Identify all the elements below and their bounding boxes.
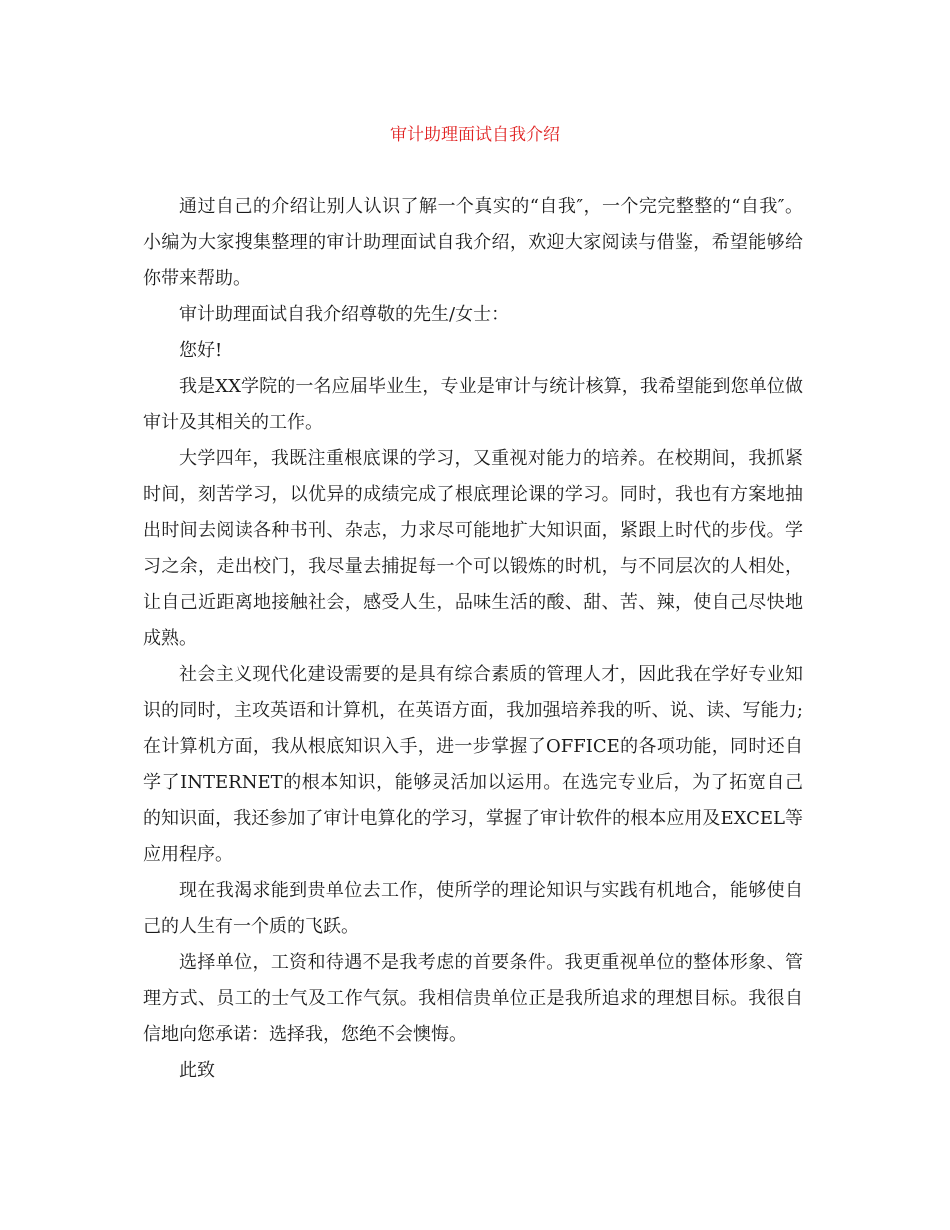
- document-title: 审计助理面试自我介绍: [390, 125, 560, 145]
- paragraph-university: 大学四年，我既注重根底课的学习，又重视对能力的培养。在校期间，我抓紧时间，刻苦学习，以优异的成绩完成了根底理论课的学习。同时，我也有方案地抽出时间去阅读各种书刊、杂志，力求尽可能地扩大知识面，紧跟上时代的步伐。学习之余，走出校门，我尽量去捕捉每一个可以锻炼的时机，与不同层次的人相处，让自己近距离地接触社会，感受人生，品味生活的酸、甜、苦、辣，使自己尽快地成熟。: [143, 448, 803, 649]
- document-body: [143, 189, 803, 1089]
- paragraph-salutation-heading: 审计助理面试自我介绍尊敬的先生/女士：: [179, 304, 510, 325]
- paragraph-intro: 通过自己的介绍让别人认识了解一个真实的“自我″，一个完完整整的“自我″。小编为大家搜集整理的审计助理面试自我介绍，欢迎大家阅读与借鉴，希望能够给你带来帮助。: [143, 196, 803, 289]
- paragraph-closing: 此致: [179, 1060, 215, 1081]
- paragraph-commitment: 选择单位，工资和待遇不是我考虑的首要条件。我更重视单位的整体形象、管理方式、员工的士气及工作气氛。我相信贵单位正是我所追求的理想目标。我很自信地向您承诺：选择我，您绝不会懊悔。: [143, 952, 803, 1045]
- paragraph-skills: 社会主义现代化建设需要的是具有综合素质的管理人才，因此我在学好专业知识的同时，主攻英语和计算机，在英语方面，我加强培养我的听、说、读、写能力;在计算机方面，我从根底知识入手，进一步掌握了OFFICE的各项功能，同时还自学了INTERNET的根本知识，能够灵活加以运用。在选完专业后，为了拓宽自己的知识面，我还参加了审计电算化的学习，掌握了审计软件的根本应用及EXCEL等应用程序。: [143, 664, 803, 865]
- paragraph-self-intro: 我是XX学院的一名应届毕业生，专业是审计与统计核算，我希望能到您单位做审计及其相关的工作。: [143, 376, 803, 433]
- paragraph-aspiration: 现在我渴求能到贵单位去工作，使所学的理论知识与实践有机地合，能够使自己的人生有一个质的飞跃。: [143, 880, 803, 937]
- paragraph-greeting: 您好!: [179, 340, 223, 361]
